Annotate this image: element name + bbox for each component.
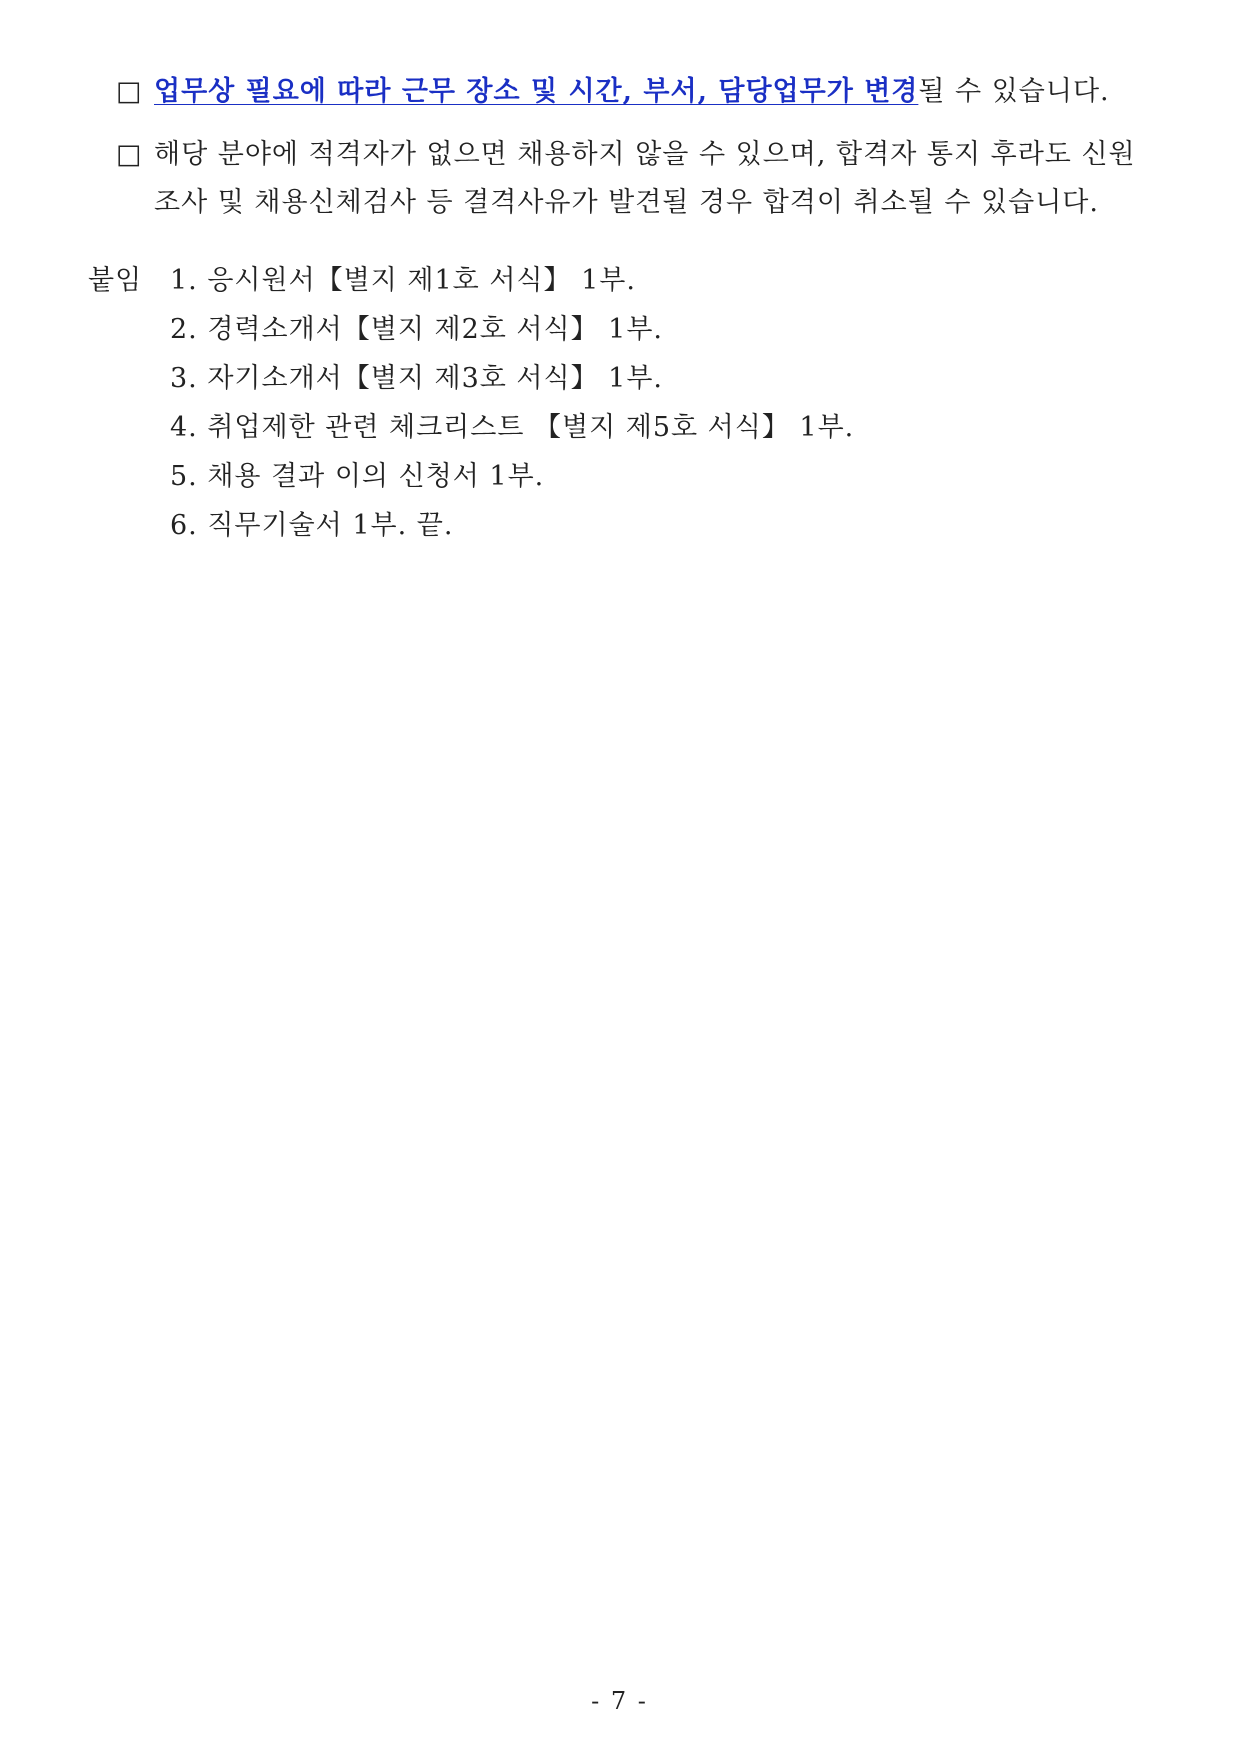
notice-work-change bbox=[116, 68, 1156, 116]
checkbox-bullet: □ bbox=[116, 139, 143, 170]
attachments-section bbox=[88, 256, 854, 550]
notice-text: 될 수 있습니다. bbox=[918, 76, 1110, 107]
attachment-item: 1. 응시원서【별지 제1호 서식】 1부. bbox=[170, 265, 636, 296]
attachment-item: 2. 경력소개서【별지 제2호 서식】 1부. bbox=[170, 314, 664, 345]
attachment-item: 3. 자기소개서【별지 제3호 서식】 1부. bbox=[170, 363, 664, 394]
attachment-item: 4. 취업제한 관련 체크리스트 【별지 제5호 서식】 1부. bbox=[170, 412, 855, 443]
attachment-item: 5. 채용 결과 이의 신청서 1부. bbox=[170, 461, 545, 492]
notice-text-line2: 조사 및 채용신체검사 등 결격사유가 발견될 경우 합격이 취소될 수 있습니다. bbox=[154, 187, 1099, 218]
page-number: - 7 - bbox=[591, 1687, 648, 1715]
notice-highlight-text: 업무상 필요에 따라 근무 장소 및 시간, 부서, 담당업무가 변경 bbox=[154, 76, 919, 107]
notice-text-line1: 해당 분야에 적격자가 없으면 채용하지 않을 수 있으며, 합격자 통지 후라도 신원 bbox=[154, 139, 1136, 170]
attachments-list bbox=[88, 256, 854, 550]
notice-disqualification bbox=[116, 131, 1156, 227]
checkbox-bullet: □ bbox=[116, 76, 143, 107]
attachment-item: 6. 직무기술서 1부. 끝. bbox=[170, 510, 454, 541]
attachments-label: 붙임 bbox=[88, 265, 143, 296]
